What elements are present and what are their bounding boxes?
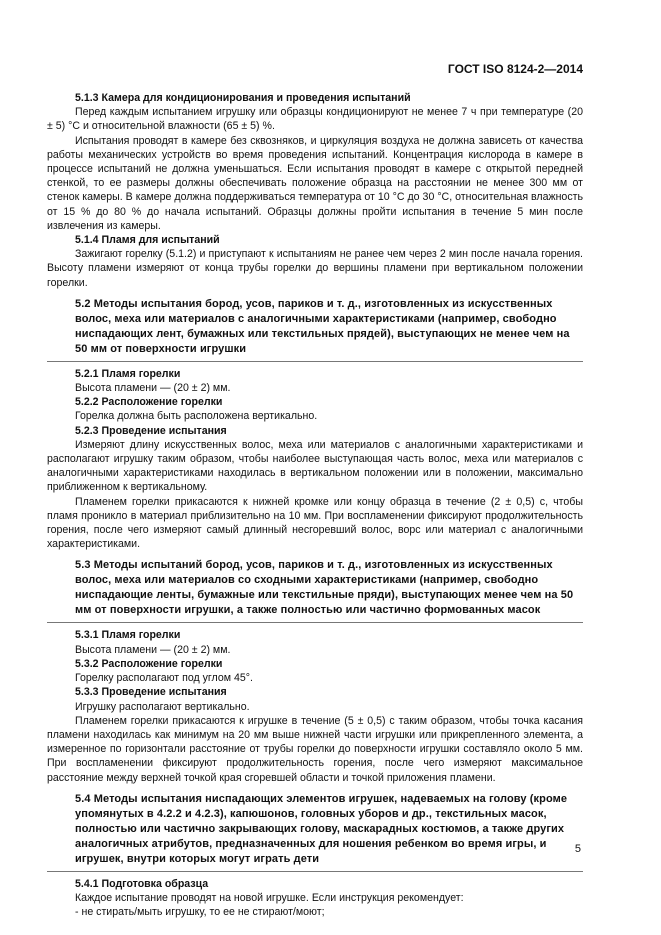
document-body [47, 91, 583, 919]
list-item: - не стирать/мыть игрушку, то ее не стирают/моют; [75, 906, 325, 919]
heading-5-2-2: 5.2.2 Расположение горелки [75, 396, 223, 409]
paragraph: Горелка должна быть расположена вертикально. [75, 410, 318, 423]
paragraph: Зажигают горелку (5.1.2) и приступают к испытаниям не ранее чем через 2 мин после начала горения. Высоту пламени измеряют от конца трубы горелки до вершины пламени при вертикальном положении горелки. [47, 248, 583, 289]
document-header: ГОСТ ISO 8124-2—2014 [447, 62, 583, 76]
heading-5-2-3: 5.2.3 Проведение испытания [75, 424, 227, 437]
paragraph: Испытания проводят в камере без сквозняков, и циркуляция воздуха не должна зависеть от качества работы механических устройств во время проведения испытаний. Концентрация кислорода в камере в процессе испытаний не должна уменьшаться. Если испытания проводят в камере с открытой передней стенкой, то ее размеры должны обеспечивать положение образца на расстоянии не менее 300 мм от стенок камеры. В камере должна поддерживаться температура от 10 °С до 30 °С, относительная влажность от 15 % до 80 % до начала испытаний. Образцы должны пройти испытания в течение 5 мин после извлечения из камеры. [47, 134, 583, 232]
heading-5-1-4: 5.1.4 Пламя для испытаний [75, 234, 220, 247]
paragraph: Перед каждым испытанием игрушку или образцы кондиционируют не менее 7 ч при температуре (20 ± 5) °С и относительной влажности (65 ± 5) %. [47, 106, 583, 133]
paragraph: Высота пламени — (20 ± 2) мм. [75, 643, 231, 656]
paragraph: Каждое испытание проводят на новой игрушке. Если инструкция рекомендует: [75, 891, 464, 904]
heading-5-3: 5.3 Методы испытаний бород, усов, париков и т. д., изготовленных из искусственных волос, меха или материалов со сходными характеристиками (например, свободно ниспадающие ленты, бумажные или текстильные пряди), выступающих менее чем на 50 мм от поверхности игрушки, а также полностью или частично формованных масок [75, 559, 574, 617]
paragraph: Высота пламени — (20 ± 2) мм. [75, 382, 231, 395]
heading-5-2: 5.2 Методы испытания бород, усов, париков и т. д., изготовленных из искусственных волос, меха или материалов с аналогичными характеристиками (например, свободно ниспадающих лент, бумажных или текстильных прядей), выступающих не менее чем на 50 мм от поверхности игрушки [75, 297, 570, 355]
heading-5-1-3: 5.1.3 Камера для кондиционирования и проведения испытаний [75, 92, 411, 104]
page-number: 5 [574, 843, 581, 855]
heading-5-3-2: 5.3.2 Расположение горелки [75, 657, 223, 670]
heading-5-4: 5.4 Методы испытания ниспадающих элементов игрушек, надеваемых на голову (кроме упомянутых в 4.2.2 и 4.2.3), капюшонов, головных уборов и др., текстильных масок, полностью или частично закрывающих голову, маскарадных костюмов, а также других аналогичных атрибутов, предназначенных для ношения ребенком во время игры, и игрушек, внутри которых могут играть дети [75, 792, 568, 865]
paragraph: Горелку располагают под углом 45°. [75, 672, 253, 685]
section-divider [47, 361, 583, 362]
paragraph: Пламенем горелки прикасаются к игрушке в течение (5 ± 0,5) с таким образом, чтобы точка касания пламени находилась как минимум на 20 мм выше нижней части игрушки или прикрепленного элемента, а измеренное по горизонтали расстояние от трубы горелки до поверхности игрушки составляло около 5 мм. При воспламенении фиксируют продолжительность горения, после чего измеряют максимальное расстояние между верхней точкой края сгоревшей области и точкой приложения пламени. [47, 714, 583, 784]
heading-5-3-3: 5.3.3 Проведение испытания [75, 686, 227, 699]
heading-5-3-1: 5.3.1 Пламя горелки [75, 629, 181, 642]
paragraph: Игрушку располагают вертикально. [75, 700, 250, 713]
heading-5-4-1: 5.4.1 Подготовка образца [75, 877, 209, 890]
paragraph: Пламенем горелки прикасаются к нижней кромке или концу образца в течение (2 ± 0,5) с, чтобы пламя проникло в материал приблизительно на 10 мм. При воспламенении фиксируют продолжительность горения, после чего измеряют самый длинный несгоревший волос, ворс или материал с аналогичными характеристиками. [47, 495, 583, 551]
paragraph: Измеряют длину искусственных волос, меха или материалов с аналогичными характеристиками и располагают игрушку таким образом, чтобы наиболее выступающая часть волос, меха или материалов с аналогичными характеристиками находилась в вертикальном положении или в положении, максимально приближенном к вертикальному. [47, 438, 583, 494]
section-divider [47, 871, 583, 872]
section-divider [47, 622, 583, 623]
heading-5-2-1: 5.2.1 Пламя горелки [75, 367, 181, 380]
